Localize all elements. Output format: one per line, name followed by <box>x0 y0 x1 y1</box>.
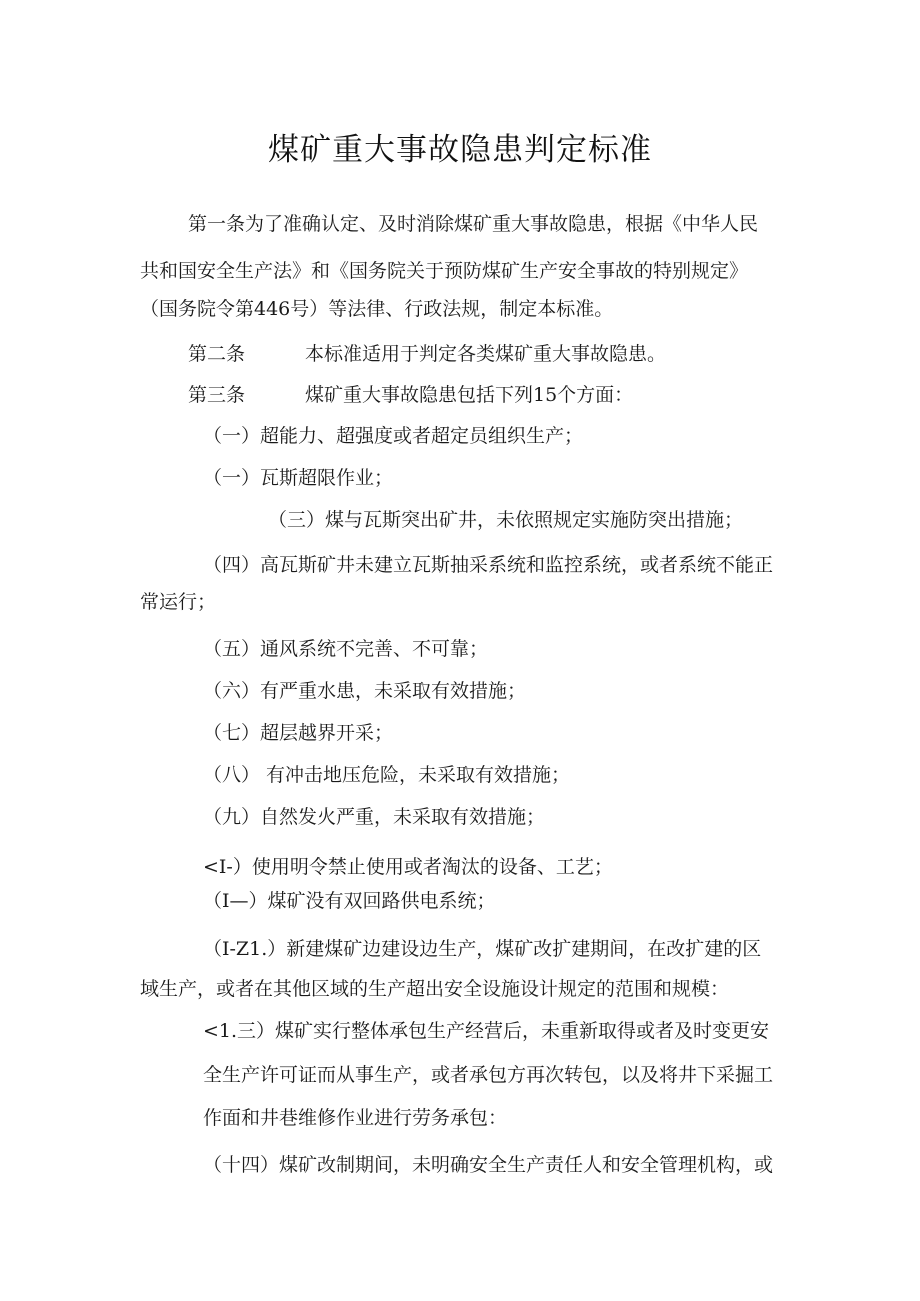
document-title: 煤矿重大事故隐患判定标准 <box>268 132 652 168</box>
article1-line-2: 共和国安全生产法》和《国务院关于预防煤矿生产安全事故的特别规定》 <box>140 260 749 282</box>
list-item: （一）瓦斯超限作业； <box>203 467 394 489</box>
list-item: （七）超层越界开采； <box>203 722 394 744</box>
list-item-continuation: 全生产许可证而从事生产，或者承包方再次转包，以及将井下采掘工 <box>203 1064 774 1086</box>
list-item-continuation: 作面和井巷维修作业进行劳务承包： <box>203 1107 508 1129</box>
list-item: （五）通风系统不完善、不可靠； <box>203 638 489 660</box>
list-item: <1.三）煤矿实行整体承包生产经营后，未重新取得或者及时变更安 <box>203 1020 770 1042</box>
list-item-continuation: 域生产，或者在其他区域的生产超出安全设施设计规定的范围和规模： <box>140 978 730 1000</box>
list-item-continuation: 常运行； <box>140 591 217 613</box>
list-item: （八） 有冲击地压危险，未采取有效措施； <box>203 764 571 786</box>
article2-label: 第二条 <box>188 343 246 365</box>
list-item: （I—）煤矿没有双回路供电系统； <box>203 890 496 912</box>
article1-line-1: 第一条为了准确认定、及时消除煤矿重大事故隐患，根据《中华人民 <box>188 213 759 235</box>
list-item: （I-Z1.）新建煤矿边建设边生产，煤矿改扩建期间，在改扩建的区 <box>203 938 762 960</box>
article3-text: 煤矿重大事故隐患包括下列15个方面： <box>305 384 634 406</box>
list-item: （四）高瓦斯矿井未建立瓦斯抽采系统和监控系统，或者系统不能正 <box>203 554 774 576</box>
list-item: （九）自然发火严重，未采取有效措施； <box>203 806 546 828</box>
list-item: <I-）使用明令禁止使用或者淘汰的设备、工艺； <box>203 856 613 878</box>
article3-label: 第三条 <box>188 384 246 406</box>
list-item: （十四）煤矿改制期间，未明确安全生产责任人和安全管理机构，或 <box>203 1154 774 1176</box>
list-item: （六）有严重水患，未采取有效措施； <box>203 680 527 702</box>
article1-line-3: （国务院令第446号）等法律、行政法规，制定本标准。 <box>140 298 614 320</box>
article2-text: 本标准适用于判定各类煤矿重大事故隐患。 <box>305 343 667 365</box>
list-item: （一）超能力、超强度或者超定员组织生产； <box>203 425 584 447</box>
list-item: （三）煤与瓦斯突出矿井，未依照规定实施防突出措施； <box>268 509 744 531</box>
